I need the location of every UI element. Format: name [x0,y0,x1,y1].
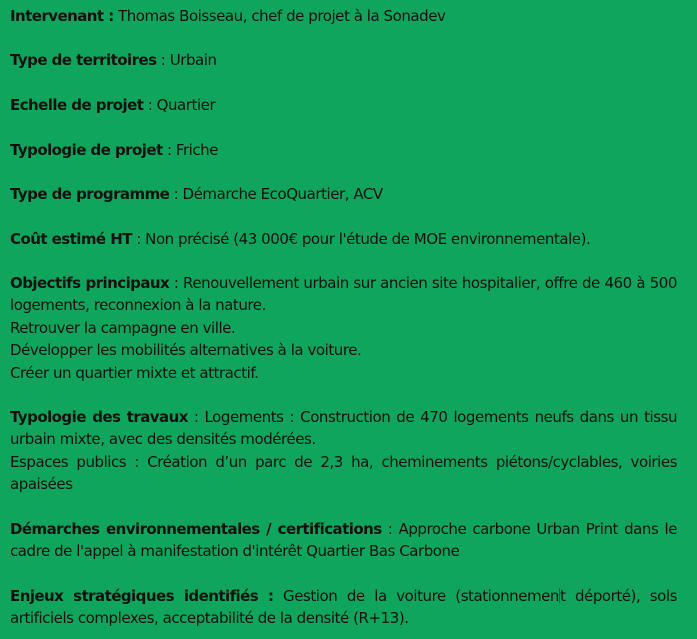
objectif-line: Retrouver la campagne en ville. [10,318,236,337]
field-label: Enjeux stratégiques identifiés : [10,587,274,605]
field-value: : Renouvellement urbain sur ancien site hospitalier, offre de 460 à 500 logements, reconnexion à la nature. [10,274,677,315]
field-label: Typologie des travaux [10,408,188,426]
field-typologie-projet [10,139,677,161]
field-echelle-projet [10,94,677,116]
field-label: Type de territoires [10,51,157,69]
field-cout-estime [10,228,677,250]
field-value: Thomas Boisseau, chef de projet à la Sonadev [118,7,446,25]
field-value: Gestion de la voiture (stationnemen [283,587,559,605]
objectifs-first-paragraph [10,272,677,317]
field-typologie-travaux [10,406,677,496]
field-label: Typologie de projet [10,141,163,159]
field-demarches-environnementales [10,518,677,563]
field-value: : Approche carbone Urban Print dans le cadre de l'appel à manifestation d'intérêt Quartier Bas Carbone [10,520,677,561]
objectif-line: Créer un quartier mixte et attractif. [10,363,259,382]
field-value: : Non précisé (43 000€ pour l'étude de MOE environnementale). [136,230,591,248]
field-label: Echelle de projet [10,96,144,114]
travaux-logements [10,406,677,451]
field-label: Démarches environnementales / certifications [10,520,382,538]
travaux-espaces-publics: Espaces publics : Création d’un parc de 2,3 ha, cheminements piétons/cyclables, voiries apaisées [10,452,677,494]
field-value: : Urbain [160,51,217,69]
field-value: : Démarche EcoQuartier, ACV [173,185,383,203]
field-label: Coût estimé HT [10,230,132,248]
field-type-territoires [10,49,677,71]
field-enjeux-strategiques [10,585,677,630]
field-value: : Friche [166,141,219,159]
field-objectifs-principaux [10,272,677,384]
field-label: Type de programme [10,185,170,203]
field-value: t déporté), sols artificiels complexes, acceptabilité de la densité (R+13). [10,587,677,628]
objectif-line: Développer les mobilités alternatives à la voiture. [10,341,362,360]
field-label: Intervenant : [10,7,114,25]
field-intervenant [10,5,677,27]
field-value: : Logements : Construction de 470 logements neufs dans un tissu urbain mixte, avec des densités modérées. [10,408,677,449]
field-label: Objectifs principaux [10,274,170,292]
field-value: : Quartier [147,96,216,114]
field-type-programme [10,183,677,205]
